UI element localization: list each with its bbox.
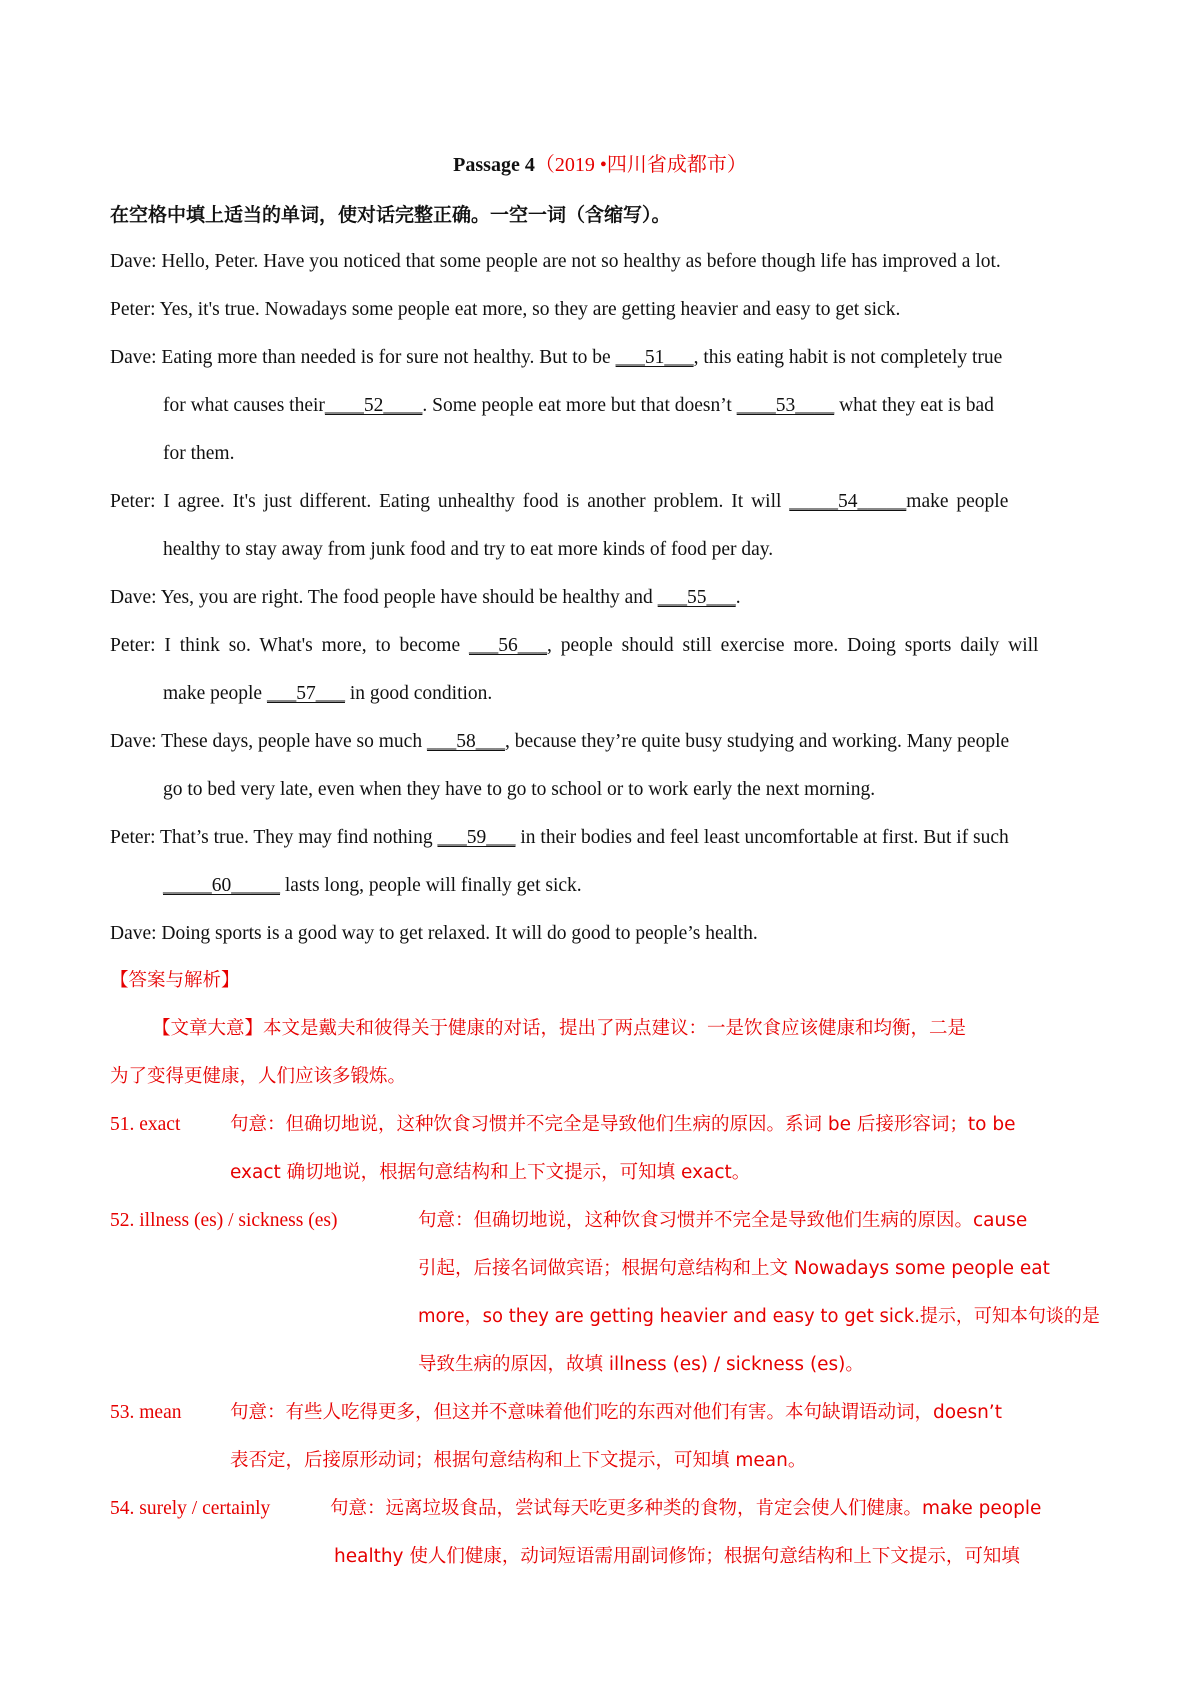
- text: Peter: I think so. What's more, to become: [110, 635, 469, 656]
- answer-53-line-1: 句意：有些人吃得更多，但这并不意味着他们吃的东西对他们有害。本句缺谓语动词，doesn’t: [230, 1402, 1002, 1423]
- answer-51-line-2: exact 确切地说，根据句意结构和上下文提示，可知填 exact。: [230, 1162, 751, 1183]
- text: in their bodies and feel least uncomfortable at first. But if such: [515, 827, 1009, 848]
- dialogue-line-5: for them.: [163, 443, 235, 464]
- dialogue-line-11: [110, 727, 1009, 757]
- blank-54: _____54_____: [789, 491, 907, 512]
- blank-53: ____53____: [736, 395, 835, 416]
- text: in good condition.: [344, 683, 493, 704]
- answer-52-line-2: 引起，后接名词做宾语；根据句意结构和上文 Nowadays some people eat: [418, 1258, 1050, 1279]
- blank-55: ___55___: [657, 587, 736, 608]
- answer-52-line-1: 句意：但确切地说，这种饮食习惯并不完全是导致他们生病的原因。cause: [418, 1210, 1028, 1231]
- dialogue-line-13: [110, 823, 1009, 853]
- blank-52: ____52____: [324, 395, 423, 416]
- answer-54-line-2: healthy 使人们健康，动词短语需用副词修饰；根据句意结构和上下文提示，可知填: [334, 1546, 1020, 1567]
- text: what they eat is bad: [834, 395, 994, 416]
- answer-53-key: 53. mean: [110, 1402, 182, 1423]
- dialogue-line-9: [110, 631, 1038, 661]
- text: Peter: I agree. It's just different. Eating unhealthy food is another problem. It will: [110, 491, 790, 512]
- answers-heading: 【答案与解析】: [110, 970, 240, 991]
- text: , people should still exercise more. Doing sports daily will: [547, 635, 1039, 656]
- text: make people: [163, 683, 267, 704]
- dialogue-line-6: [110, 487, 1008, 517]
- dialogue-line-7: healthy to stay away from junk food and try to eat more kinds of food per day.: [163, 539, 774, 560]
- text: make people: [906, 491, 1009, 512]
- text: , because they’re quite busy studying and working. Many people: [504, 731, 1010, 752]
- dialogue-line-12: go to bed very late, even when they have to go to school or to work early the next morning.: [163, 779, 876, 800]
- text: for what causes their: [163, 395, 325, 416]
- blank-60: _____60_____: [163, 875, 280, 896]
- text: , this eating habit is not completely true: [693, 347, 1003, 368]
- text: . Some people eat more but that doesn’t: [422, 395, 737, 416]
- answer-53-line-2: 表否定，后接原形动词；根据句意结构和上下文提示，可知填 mean。: [230, 1450, 807, 1471]
- dialogue-line-1: Dave: Hello, Peter. Have you noticed that some people are not so healthy as before though life has improved a lot.: [110, 251, 1001, 272]
- answer-51-line-1: 句意：但确切地说，这种饮食习惯并不完全是导致他们生病的原因。系词 be 后接形容词；to be: [230, 1114, 1016, 1135]
- answer-52-key: 52. illness (es) / sickness (es): [110, 1210, 338, 1231]
- text: Peter: That’s true. They may find nothing: [110, 827, 438, 848]
- dialogue-line-15: Dave: Doing sports is a good way to get relaxed. It will do good to people’s health.: [110, 923, 758, 944]
- summary-line-1: 【文章大意】本文是戴夫和彼得关于健康的对话，提出了两点建议：一是饮食应该健康和均衡，二是: [152, 1018, 967, 1039]
- instruction-text: 在空格中填上适当的单词，使对话完整正确。一空一词（含缩写）。: [110, 204, 671, 226]
- blank-51: ___51___: [615, 347, 694, 368]
- text: lasts long, people will finally get sick.: [280, 875, 582, 896]
- answer-54-key: 54. surely / certainly: [110, 1498, 271, 1519]
- dialogue-line-4: [163, 391, 994, 421]
- blank-58: ___58___: [426, 731, 505, 752]
- dialogue-line-14: [163, 871, 582, 901]
- answer-51-key: 51. exact: [110, 1114, 181, 1135]
- text: Dave: Eating more than needed is for sure not healthy. But to be: [110, 347, 616, 368]
- passage-source: （2019 •四川省成都市）: [534, 154, 747, 176]
- answer-52-line-3: more，so they are getting heavier and easy to get sick.提示，可知本句谈的是: [418, 1306, 1100, 1327]
- blank-57: ___57___: [266, 683, 345, 704]
- text: Dave: These days, people have so much: [110, 731, 427, 752]
- blank-59: ___59___: [437, 827, 516, 848]
- dialogue-line-3: [110, 343, 1002, 373]
- blank-56: ___56___: [469, 635, 547, 656]
- text: .: [735, 587, 741, 608]
- passage-title: [0, 150, 1200, 180]
- summary-line-2: 为了变得更健康，人们应该多锻炼。: [110, 1066, 407, 1087]
- passage-number: Passage 4: [453, 154, 535, 176]
- answer-52-line-4: 导致生病的原因，故填 illness (es) / sickness (es)。: [418, 1354, 864, 1375]
- answer-54-line-1: 句意：远离垃圾食品，尝试每天吃更多种类的食物，肯定会使人们健康。make people: [330, 1498, 1042, 1519]
- dialogue-line-2: Peter: Yes, it's true. Nowadays some people eat more, so they are getting heavier and easy to get sick.: [110, 299, 901, 320]
- dialogue-line-8: [110, 583, 741, 613]
- dialogue-line-10: [163, 679, 492, 709]
- text: Dave: Yes, you are right. The food people have should be healthy and: [110, 587, 658, 608]
